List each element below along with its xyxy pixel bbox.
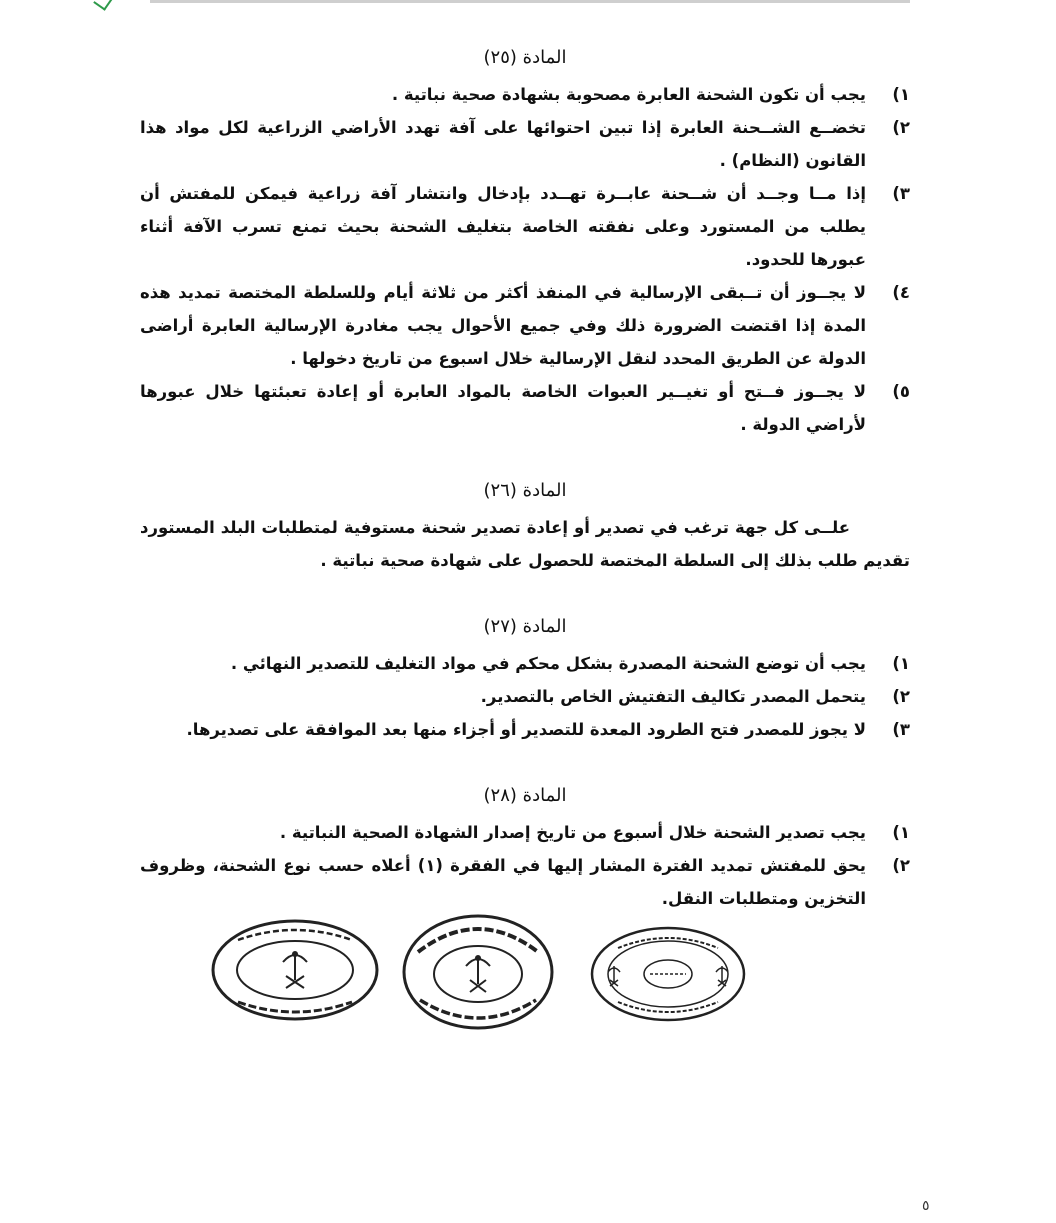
article-item xyxy=(140,78,910,111)
article-26 xyxy=(140,477,910,577)
article-title: المادة (٢٨) xyxy=(483,785,567,806)
item-number: ٢) xyxy=(892,118,910,137)
general-secretariat-seal-graphic xyxy=(400,912,556,1032)
item-text: يتحمل المصدر تكاليف التفتيش الخاص بالتصدير. xyxy=(480,687,866,706)
experts-bureau-seal-graphic xyxy=(210,918,380,1022)
article-item xyxy=(140,111,910,177)
item-text: يحق للمفتش تمديد الفترة المشار إليها في الفقرة (١) أعلاه حسب نوع الشحنة، وظروف التخزين ومتطلبات النقل. xyxy=(140,856,866,908)
item-number: ١) xyxy=(892,823,910,842)
item-text: يجب أن توضع الشحنة المصدرة بشكل محكم في مواد التغليف للتصدير النهائي . xyxy=(230,654,866,673)
council-court-seal-graphic xyxy=(588,924,748,1024)
experts-bureau-seal xyxy=(210,918,380,1022)
page-number: ٥ xyxy=(922,1198,930,1214)
article-title: المادة (٢٧) xyxy=(483,616,567,637)
item-text: إذا مــا وجــد أن شــحنة عابــرة تهــدد بإدخال وانتشار آفة زراعية فيمكن للمفتش أن يطلب من المستورد وعلى نفقته الخاصة بتغليف الشحنة بحيث تمنع تسرب الآفة أثناء عبورها للحدود. xyxy=(140,184,866,269)
article-item xyxy=(140,375,910,441)
article-item xyxy=(140,177,910,276)
item-text: لا يجوز للمصدر فتح الطرود المعدة للتصدير أو أجزاء منها بعد الموافقة على تصديرها. xyxy=(186,720,866,739)
item-number: ٣) xyxy=(892,184,910,203)
article-item xyxy=(140,276,910,375)
item-number: ٢) xyxy=(892,856,910,875)
item-text: تخضــع الشــحنة العابرة إذا تبين احتوائها على آفة تهدد الأراضي الزراعية لكل مواد هذا القانون (النظام) . xyxy=(140,118,866,170)
item-text: لا يجــوز أن تــبقى الإرسالية في المنفذ أكثر من ثلاثة أيام وللسلطة المختصة تمديد هذه المدة إذا اقتضت الضرورة ذلك وفي جميع الأحوال يجب مغادرة الإرسالية العابرة أراضى الدولة عن الطريق المحدد لنقل الإرسالية خلال اسبوع من تاريخ دخولها . xyxy=(140,283,866,368)
council-court-seal xyxy=(588,924,748,1024)
top-rule xyxy=(150,0,910,3)
item-text: لا يجــوز فــتح أو تغيــير العبوات الخاصة بالمواد العابرة أو إعادة تعبئتها خلال عبورها لأراضي الدولة . xyxy=(140,382,866,434)
official-seals xyxy=(210,912,760,1032)
item-number: ١) xyxy=(892,654,910,673)
article-item xyxy=(140,647,910,680)
article-item xyxy=(140,816,910,849)
article-item xyxy=(140,680,910,713)
item-text: يجب أن تكون الشحنة العابرة مصحوبة بشهادة صحية نباتية . xyxy=(391,85,866,104)
item-number: ٥) xyxy=(892,382,910,401)
article-item xyxy=(140,849,910,915)
item-text: يجب تصدير الشحنة خلال أسبوع من تاريخ إصدار الشهادة الصحية النباتية . xyxy=(279,823,866,842)
article-27 xyxy=(140,613,910,746)
item-number: ١) xyxy=(892,85,910,104)
article-title: المادة (٢٦) xyxy=(483,480,567,501)
article-25 xyxy=(140,44,910,441)
item-number: ٤) xyxy=(892,283,910,302)
corner-mark xyxy=(93,0,112,11)
general-secretariat-seal xyxy=(400,912,556,1032)
document-body xyxy=(140,44,910,951)
item-number: ٢) xyxy=(892,687,910,706)
item-number: ٣) xyxy=(892,720,910,739)
article-item xyxy=(140,713,910,746)
article-28 xyxy=(140,782,910,915)
article-paragraph: علــى كل جهة ترغب في تصدير أو إعادة تصدير شحنة مستوفية لمتطلبات البلد المستورد تقديم طلب بذلك إلى السلطة المختصة للحصول على شهادة صحية نباتية . xyxy=(140,518,910,570)
article-title: المادة (٢٥) xyxy=(483,47,567,68)
